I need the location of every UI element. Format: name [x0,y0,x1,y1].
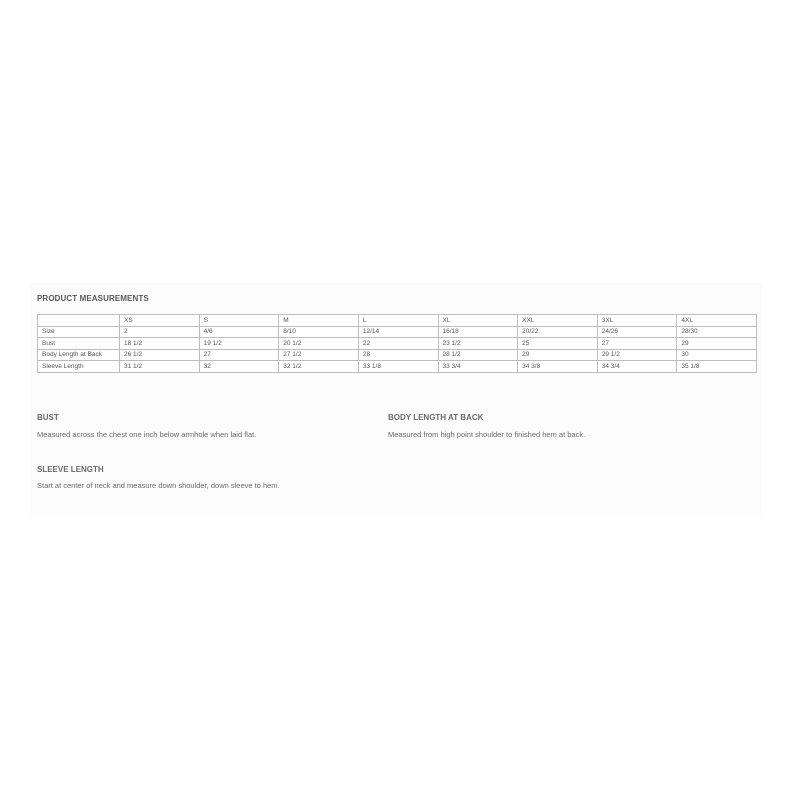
table-cell: 33 3/4 [438,361,518,373]
body-length-heading: BODY LENGTH AT BACK [388,413,484,422]
table-cell: S [199,315,279,327]
body-length-description: Measured from high point shoulder to finished hem at back. [388,430,586,439]
table-row [38,349,757,361]
bust-heading: BUST [37,413,59,422]
table-cell: 8/10 [279,326,359,338]
row-label: Sleeve Length [38,361,120,373]
table-cell: 20 1/2 [279,338,359,350]
table-cell: M [279,315,359,327]
table-cell: 28 [358,349,438,361]
table-cell: XS [120,315,200,327]
table-cell: 24/26 [597,326,677,338]
table-cell: 23 1/2 [438,338,518,350]
page-title: PRODUCT MEASUREMENTS [37,294,149,303]
row-label: Bust [38,338,120,350]
table-cell: 34 3/4 [597,361,677,373]
size-chart-table [37,314,757,373]
table-cell: 27 [199,349,279,361]
table-cell: 33 1/8 [358,361,438,373]
table-header-row [38,315,757,327]
table-cell: 34 3/8 [518,361,598,373]
table-cell: 27 1/2 [279,349,359,361]
table-cell: 19 1/2 [199,338,279,350]
table-row [38,338,757,350]
table-cell: 29 [677,338,757,350]
table-cell: XXL [518,315,598,327]
sleeve-length-description: Start at center of neck and measure down shoulder, down sleeve to hem. [37,481,280,490]
table-cell: 28/30 [677,326,757,338]
sleeve-length-heading: SLEEVE LENGTH [37,465,104,474]
table-cell: 27 [597,338,677,350]
table-cell: 12/14 [358,326,438,338]
table-cell: 35 1/8 [677,361,757,373]
table-cell: XL [438,315,518,327]
table-cell: 29 1/2 [597,349,677,361]
table-cell: 4XL [677,315,757,327]
table-cell: 29 [518,349,598,361]
table-cell: 26 1/2 [120,349,200,361]
bust-description: Measured across the chest one inch below armhole when laid flat. [37,430,257,439]
table-cell: 22 [358,338,438,350]
table-cell: 28 1/2 [438,349,518,361]
table-cell: 20/22 [518,326,598,338]
row-label: Size [38,326,120,338]
table-cell: L [358,315,438,327]
table-cell: 32 [199,361,279,373]
table-cell: 30 [677,349,757,361]
table-cell: 31 1/2 [120,361,200,373]
table-cell [38,315,120,327]
table-cell: 3XL [597,315,677,327]
table-cell: 2 [120,326,200,338]
table-cell: 25 [518,338,598,350]
table-cell: 32 1/2 [279,361,359,373]
table-cell: 4/6 [199,326,279,338]
row-label: Body Length at Back [38,349,120,361]
table-row [38,326,757,338]
table-cell: 18 1/2 [120,338,200,350]
table-row [38,361,757,373]
table-cell: 16/18 [438,326,518,338]
